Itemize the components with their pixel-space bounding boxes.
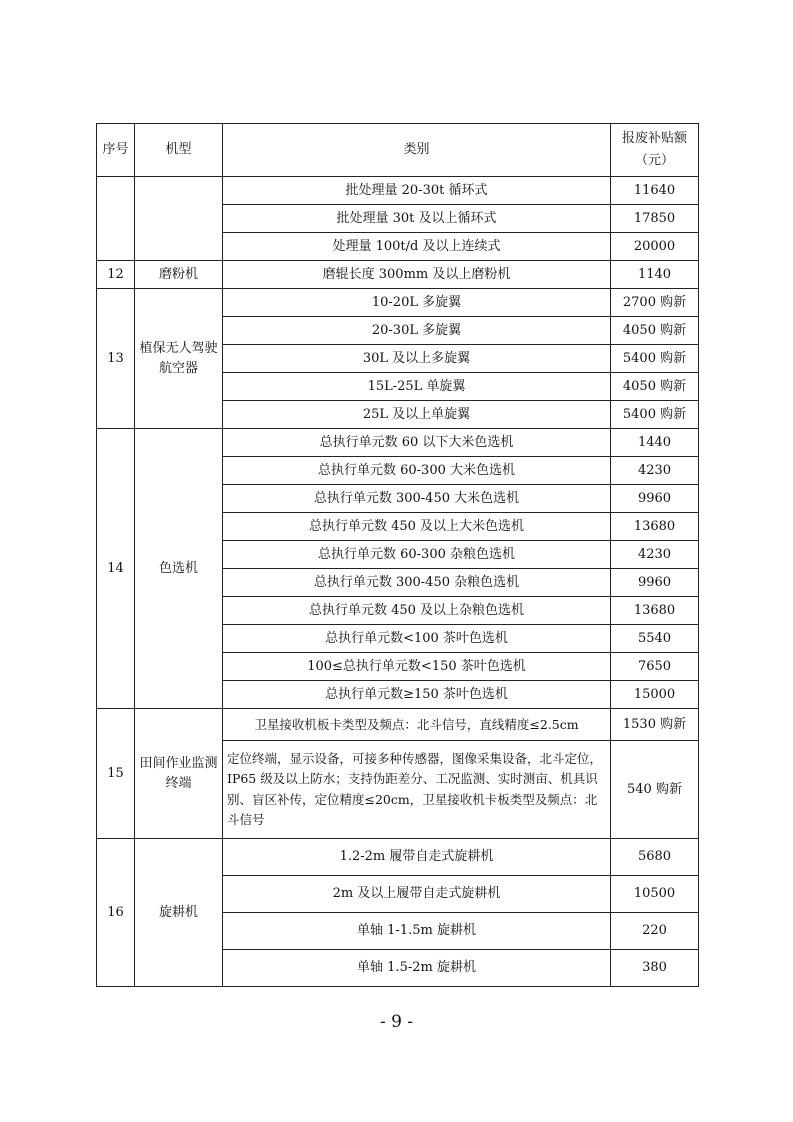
category-cell: 20-30L 多旋翼 [223, 317, 611, 345]
amount-cell: 4230 [611, 541, 699, 569]
category-cell: 单轴 1-1.5m 旋耕机 [223, 913, 611, 950]
category-cell: 单轴 1.5-2m 旋耕机 [223, 950, 611, 987]
group-model-cell: 旋耕机 [135, 839, 223, 987]
header-subsidy: 报废补贴额（元） [611, 124, 699, 177]
amount-cell: 11640 [611, 177, 699, 205]
category-cell: 总执行单元数≥150 茶叶色选机 [223, 681, 611, 709]
category-cell: 总执行单元数 450 及以上大米色选机 [223, 513, 611, 541]
group-index-cell: 15 [97, 709, 135, 839]
category-cell: 批处理量 30t 及以上循环式 [223, 205, 611, 233]
header-row [97, 124, 699, 177]
category-cell: 总执行单元数 60 以下大米色选机 [223, 429, 611, 457]
table-row [97, 289, 699, 317]
category-cell: 总执行单元数 300-450 杂粮色选机 [223, 569, 611, 597]
group-model-cell [135, 177, 223, 261]
group-index-cell [97, 177, 135, 261]
category-cell: 卫星接收机板卡类型及频点：北斗信号，直线精度≤2.5cm [223, 709, 611, 741]
category-cell: 总执行单元数 450 及以上杂粮色选机 [223, 597, 611, 625]
group-model-cell: 色选机 [135, 429, 223, 709]
amount-cell: 20000 [611, 233, 699, 261]
group-index-cell: 14 [97, 429, 135, 709]
category-cell: 总执行单元数 60-300 杂粮色选机 [223, 541, 611, 569]
table-row [97, 261, 699, 289]
amount-cell: 5400 购新 [611, 401, 699, 429]
category-cell: 1.2-2m 履带自走式旋耕机 [223, 839, 611, 876]
table-row [97, 429, 699, 457]
amount-cell: 15000 [611, 681, 699, 709]
category-cell: 10-20L 多旋翼 [223, 289, 611, 317]
amount-cell: 220 [611, 913, 699, 950]
category-cell: 2m 及以上履带自走式旋耕机 [223, 876, 611, 913]
category-cell: 100≤总执行单元数<150 茶叶色选机 [223, 653, 611, 681]
group-model-cell: 磨粉机 [135, 261, 223, 289]
table-row [97, 839, 699, 876]
amount-cell: 13680 [611, 513, 699, 541]
group-index-cell: 13 [97, 289, 135, 429]
group-index-cell: 16 [97, 839, 135, 987]
category-cell: 处理量 100t/d 及以上连续式 [223, 233, 611, 261]
table-row [97, 177, 699, 205]
category-cell: 批处理量 20-30t 循环式 [223, 177, 611, 205]
amount-cell: 1530 购新 [611, 709, 699, 741]
amount-cell: 10500 [611, 876, 699, 913]
group-model-cell: 植保无人驾驶航空器 [135, 289, 223, 429]
page-number: - 9 - [379, 1012, 414, 1032]
category-cell: 15L-25L 单旋翼 [223, 373, 611, 401]
amount-cell: 1440 [611, 429, 699, 457]
subsidy-table [96, 123, 699, 987]
amount-cell: 380 [611, 950, 699, 987]
group-index-cell: 12 [97, 261, 135, 289]
group-model-cell: 田间作业监测终端 [135, 709, 223, 839]
category-cell: 总执行单元数<100 茶叶色选机 [223, 625, 611, 653]
amount-cell: 9960 [611, 485, 699, 513]
amount-cell: 4230 [611, 457, 699, 485]
amount-cell: 9960 [611, 569, 699, 597]
category-cell: 磨辊长度 300mm 及以上磨粉机 [223, 261, 611, 289]
category-cell: 25L 及以上单旋翼 [223, 401, 611, 429]
header-category: 类别 [223, 124, 611, 177]
amount-cell: 4050 购新 [611, 317, 699, 345]
table-row [97, 709, 699, 741]
amount-cell: 17850 [611, 205, 699, 233]
category-cell: 30L 及以上多旋翼 [223, 345, 611, 373]
category-cell: 总执行单元数 300-450 大米色选机 [223, 485, 611, 513]
amount-cell: 7650 [611, 653, 699, 681]
amount-cell: 540 购新 [611, 741, 699, 839]
amount-cell: 13680 [611, 597, 699, 625]
amount-cell: 5680 [611, 839, 699, 876]
category-cell: 定位终端，显示设备，可接多种传感器，图像采集设备，北斗定位，IP65 级及以上防水；支持伪距差分、工况监测、实时测亩、机具识别、盲区补传，定位精度≤20cm，卫星接收机卡板类型及频点：北斗信号 [223, 741, 611, 839]
amount-cell: 5540 [611, 625, 699, 653]
amount-cell: 5400 购新 [611, 345, 699, 373]
amount-cell: 1140 [611, 261, 699, 289]
amount-cell: 4050 购新 [611, 373, 699, 401]
category-cell: 总执行单元数 60-300 大米色选机 [223, 457, 611, 485]
amount-cell: 2700 购新 [611, 289, 699, 317]
header-index: 序号 [97, 124, 135, 177]
header-model: 机型 [135, 124, 223, 177]
